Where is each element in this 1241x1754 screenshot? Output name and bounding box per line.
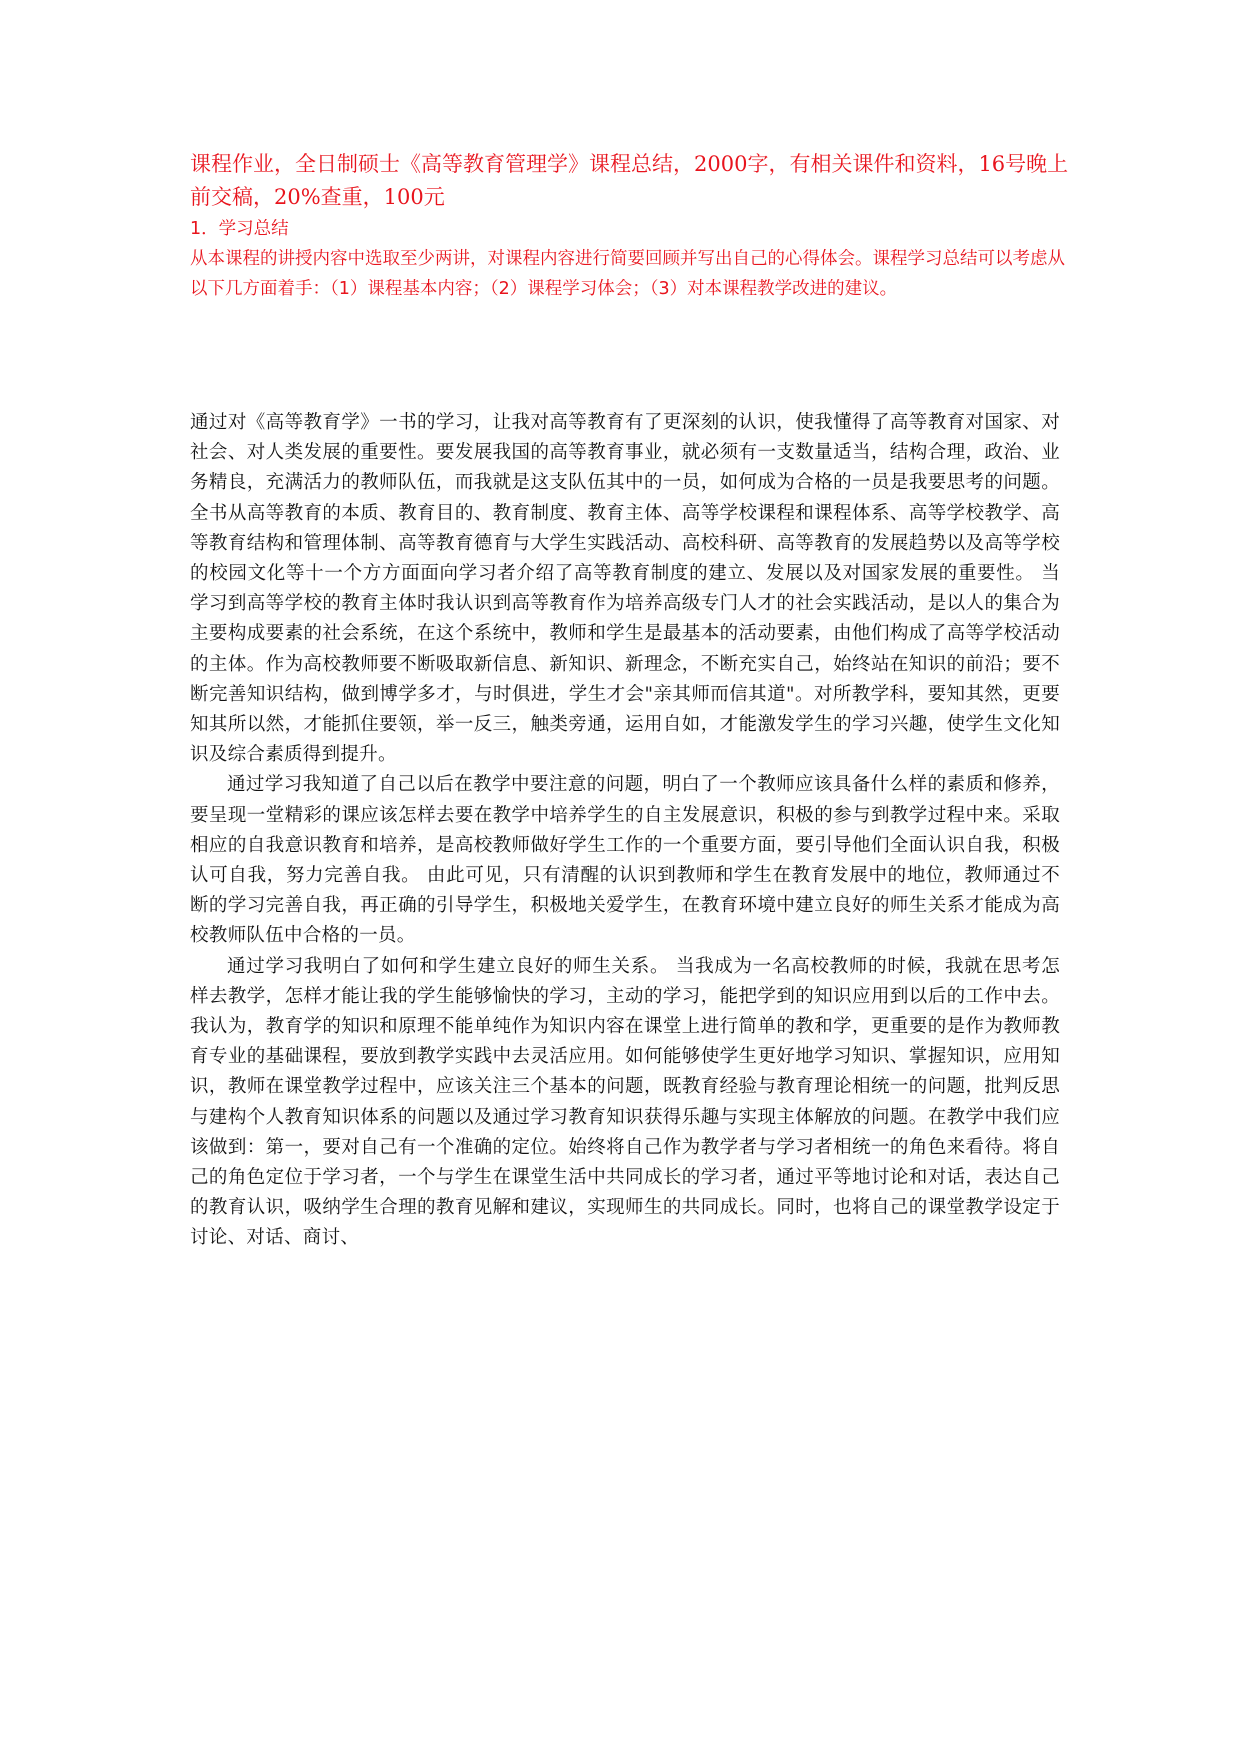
assignment-requirement <box>190 148 1070 304</box>
body-paragraph-2: 通过学习我知道了自己以后在教学中要注意的问题，明白了一个教师应该具备什么样的素质和修养，要呈现一堂精彩的课应该怎样去要在教学中培养学生的自主发展意识，积极的参与到教学过程中来。采取相应的自我意识教育和培养，是高校教师做好学生工作的一个重要方面，要引导他们全面认识自我，积极认可自我，努力完善自我。 由此可见，只有清醒的认识到教师和学生在教育发展中的地位，教师通过不断的学习完善自我，再正确的引导学生，积极地关爱学生，在教育环境中建立良好的师生关系才能成为高校教师队伍中合格的一员。 <box>190 774 1060 947</box>
body-paragraph-3: 通过学习我明白了如何和学生建立良好的师生关系。 当我成为一名高校教师的时候，我就在思考怎样去教学，怎样才能让我的学生能够愉快的学习，主动的学习，能把学到的知识应用到以后的工作中去。我认为，教育学的知识和原理不能单纯作为知识内容在课堂上进行简单的教和学，更重要的是作为教师教育专业的基础课程，要放到教学实践中去灵活应用。如何能够使学生更好地学习知识、掌握知识，应用知识，教师在课堂教学过程中，应该关注三个基本的问题，既教育经验与教育理论相统一的问题，批判反思与建构个人教育知识体系的问题以及通过学习教育知识获得乐趣与实现主体解放的问题。在教学中我们应该做到：第一，要对自己有一个准确的定位。始终将自己作为教学者与学习者相统一的角色来看待。将自己的角色定位于学习者，一个与学生在课堂生活中共同成长的学习者，通过平等地讨论和对话，表达自己的教育认识，吸纳学生合理的教育见解和建议，实现师生的共同成长。同时，也将自己的课堂教学设定于讨论、对话、商讨、 <box>190 955 1060 1249</box>
body-paragraph-1: 通过对《高等教育学》一书的学习，让我对高等教育有了更深刻的认识，使我懂得了高等教育对国家、对社会、对人类发展的重要性。要发展我国的高等教育事业，就必须有一支数量适当，结构合理，政治、业务精良，充满活力的教师队伍，而我就是这支队伍其中的一员，如何成为合格的一员是我要思考的问题。 全书从高等教育的本质、教育目的、教育制度、教育主体、高等学校课程和课程体系、高等学校教学、高等教育结构和管理体制、高等教育德育与大学生实践活动、高校科研、高等教育的发展趋势以及高等学校的校园文化等十一个方方面面向学习者介绍了高等教育制度的建立、发展以及对国家发展的重要性。 当学习到高等学校的教育主体时我认识到高等教育作为培养高级专门人才的社会实践活动，是以人的集合为主要构成要素的社会系统，在这个系统中，教师和学生是最基本的活动要素，由他们构成了高等学校活动的主体。作为高校教师要不断吸取新信息、新知识、新理念，不断充实自己，始终站在知识的前沿；要不断完善知识结构，做到博学多才，与时俱进，学生才会"亲其师而信其道"。对所教学科，要知其然，更要知其所以然，才能抓住要领，举一反三，触类旁通，运用自如，才能激发学生的学习兴趣，使学生文化知识及综合素质得到提升。 <box>190 412 1060 766</box>
assignment-instructions: 从本课程的讲授内容中选取至少两讲，对课程内容进行简要回顾并写出自己的心得体会。课程学习总结可以考虑从以下几方面着手：（1）课程基本内容；（2）课程学习体会；（3）对本课程教学改进的建议。 <box>190 249 1065 299</box>
assignment-title: 课程作业，全日制硕士《高等教育管理学》课程总结，2000字，有相关课件和资料，16号晚上前交稿，20%查重，100元 <box>190 152 1069 209</box>
section-heading: 1．学习总结 <box>190 219 289 239</box>
summary-body <box>190 408 1060 1254</box>
